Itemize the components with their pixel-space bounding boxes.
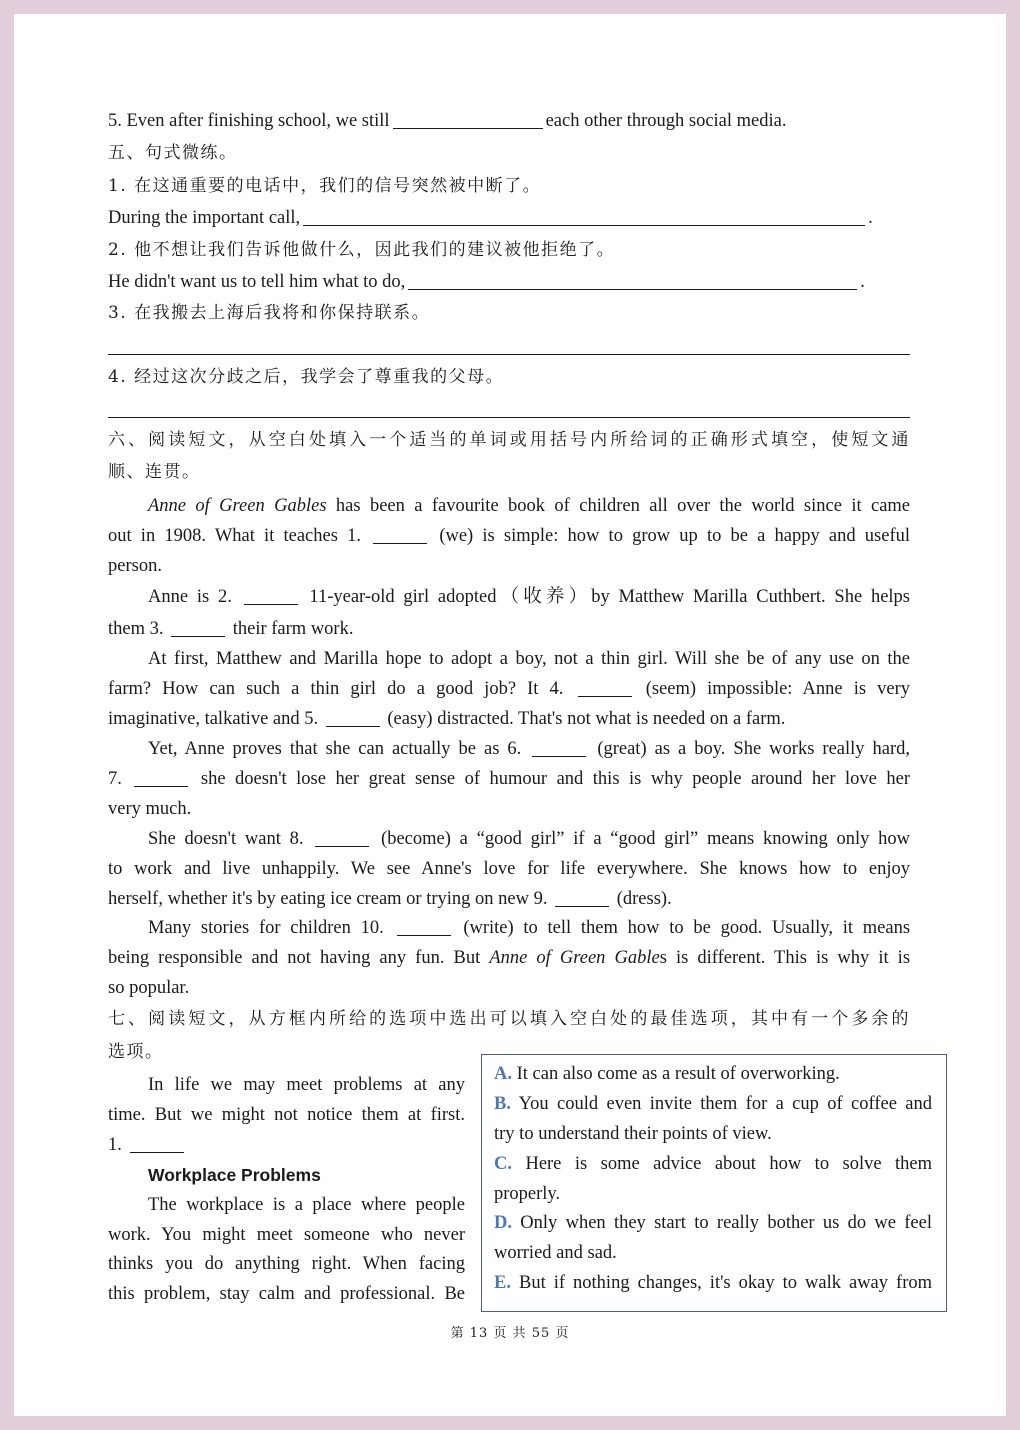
worksheet-page	[14, 14, 1006, 1416]
answer-blank[interactable]	[171, 618, 225, 637]
answer-blank[interactable]	[578, 678, 632, 697]
option-d-cont: worried and sad.	[494, 1243, 617, 1263]
passage-line: out in 1908. What it teaches 1. (we) is simple: how to grow up to be a happy and useful	[108, 526, 911, 546]
sec5-q3-chinese: 3. 在我搬去上海后我将和你保持联系。	[108, 303, 431, 323]
option-d[interactable]: D. Only when they start to really bother us do we feel	[494, 1213, 932, 1233]
passage-line: Anne of Green Gables has been a favourite book of children all over the world since it came	[148, 496, 911, 516]
answer-blank[interactable]	[555, 888, 609, 907]
passage-line: being responsible and not having any fun. But Anne of Green Gables is different. This is why it is	[108, 948, 911, 968]
option-a[interactable]: A. It can also come as a result of overworking.	[494, 1064, 840, 1084]
sec5-q4-chinese: 4. 经过这次分歧之后，我学会了尊重我的父母。	[108, 367, 505, 387]
answer-line[interactable]	[303, 207, 865, 226]
answer-blank[interactable]	[315, 828, 369, 847]
sec7-heading-cont: 选项。	[108, 1042, 164, 1062]
passage-line: herself, whether it's by eating ice cream or trying on new 9. (dress).	[108, 889, 672, 909]
option-b[interactable]: B. You could even invite them for a cup of coffee and	[494, 1094, 932, 1114]
page-number: 第 13 页 共 55 页	[450, 1326, 570, 1341]
answer-line[interactable]	[108, 354, 910, 355]
answer-blank[interactable]	[373, 525, 427, 544]
sec6-heading-cont: 顺、连贯。	[108, 462, 201, 482]
passage-line: In life we may meet problems at any	[148, 1075, 465, 1095]
sec7-heading: 七、阅读短文，从方框内所给的选项中选出可以填入空白处的最佳选项，其中有一个多余的	[108, 1009, 910, 1029]
option-c[interactable]: C. Here is some advice about how to solve them	[494, 1154, 933, 1174]
passage-line: to work and live unhappily. We see Anne's love for life everywhere. She knows how to enjoy	[108, 859, 910, 879]
passage-line: 7. she doesn't lose her great sense of humour and this is why people around her love her	[108, 769, 910, 789]
answer-blank[interactable]	[244, 586, 298, 605]
answer-blank[interactable]	[532, 738, 586, 757]
passage-line: She doesn't want 8. (become) a “good girl” if a “good girl” means knowing only how	[148, 829, 910, 849]
answer-blank[interactable]	[397, 917, 451, 936]
sec4-q5: 5. Even after finishing school, we still each other through social media.	[108, 111, 787, 131]
answer-blank[interactable]	[393, 110, 543, 129]
passage-line: so popular.	[108, 978, 190, 998]
answer-blank[interactable]	[130, 1134, 184, 1153]
passage-line: them 3. their farm work.	[108, 619, 354, 639]
sec5-q2-english: He didn't want us to tell him what to do, .	[108, 272, 865, 292]
book-title: Anne of Green Gables	[148, 496, 327, 516]
passage-line: Anne is 2. 11-year-old girl adopted（收养）by Matthew Marilla Cuthbert. She helps	[148, 587, 910, 607]
passage-line: time. But we might not notice them at first.	[108, 1105, 465, 1125]
passage-line: 1.	[108, 1130, 465, 1160]
option-b-cont: try to understand their points of view.	[494, 1124, 772, 1144]
passage-line: At first, Matthew and Marilla hope to adopt a boy, not a thin girl. Will she be of any use on the	[148, 649, 910, 669]
passage-line: farm? How can such a thin girl do a good job? It 4. (seem) impossible: Anne is very	[108, 679, 911, 699]
sec5-q2-chinese: 2. 他不想让我们告诉他做什么，因此我们的建议被他拒绝了。	[108, 240, 616, 260]
passage-line: Yet, Anne proves that she can actually be as 6. (great) as a boy. She works really hard,	[148, 739, 911, 759]
book-title: Anne of Green Gable	[489, 948, 660, 968]
passage-line: The workplace is a place where people	[148, 1195, 465, 1215]
sec6-heading: 六、阅读短文，从空白处填入一个适当的单词或用括号内所给词的正确形式填空，使短文通	[108, 430, 910, 450]
sec5-q1-chinese: 1. 在这通重要的电话中，我们的信号突然被中断了。	[108, 176, 542, 196]
option-e[interactable]: E. But if nothing changes, it's okay to walk away from	[494, 1273, 932, 1293]
passage-line: work. You might meet someone who never	[108, 1225, 465, 1245]
passage-line: imaginative, talkative and 5. (easy) distracted. That's not what is needed on a farm.	[108, 709, 786, 729]
sec5-heading: 五、句式微练。	[108, 143, 238, 163]
passage-line: person.	[108, 556, 162, 576]
answer-blank[interactable]	[134, 768, 188, 787]
options-box	[481, 1054, 947, 1312]
passage-line: this problem, stay calm and professional. Be	[108, 1284, 465, 1304]
subheading: Workplace Problems	[148, 1165, 321, 1185]
passage-line: Many stories for children 10. (write) to tell them how to be good. Usually, it means	[148, 918, 911, 938]
passage-line: very much.	[108, 799, 192, 819]
answer-blank[interactable]	[326, 708, 380, 727]
answer-line[interactable]	[108, 417, 910, 418]
option-c-cont: properly.	[494, 1184, 561, 1204]
passage-line: thinks you do anything right. When facing	[108, 1254, 465, 1274]
sec5-q1-english: During the important call, .	[108, 208, 873, 228]
answer-line[interactable]	[408, 271, 857, 290]
